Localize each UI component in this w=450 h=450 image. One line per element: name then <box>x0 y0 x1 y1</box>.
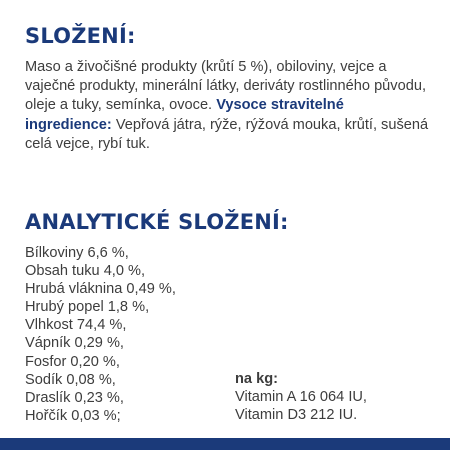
composition-section <box>25 22 430 154</box>
vitamin-item: Vitamin A 16 064 IU, <box>235 389 367 406</box>
analysis-heading: ANALYTICKÉ SLOŽENÍ: <box>25 210 289 234</box>
nutrient-item: Fosfor 0,20 %, <box>25 353 120 370</box>
nutrient-item: Sodík 0,08 %, <box>25 371 116 388</box>
composition-paragraph <box>25 58 430 154</box>
nutrient-item: Hrubá vláknina 0,49 %, <box>25 281 176 298</box>
nutrient-item: Hořčík 0,03 %; <box>25 407 121 424</box>
per-kg-block <box>235 370 367 424</box>
nutrient-list <box>25 244 176 425</box>
analysis-body <box>25 244 430 424</box>
composition-text: Maso a živočišné produkty (krůtí 5 %), obiloviny, vejce a vaječné produkty, minerální látky, deriváty rostlinného původu, oleje a tuky, semínka, ovoce. <box>25 59 426 114</box>
nutrient-item: Hrubý popel 1,8 %, <box>25 299 150 316</box>
composition-heading: SLOŽENÍ: <box>25 24 136 48</box>
per-kg-label: na kg: <box>235 371 278 387</box>
highlight-text: Vepřová játra, rýže, rýžová mouka, krůtí, sušená celá vejce, rybí tuk. <box>25 116 429 152</box>
nutrient-item: Obsah tuku 4,0 %, <box>25 263 146 280</box>
vitamin-item: Vitamin D3 212 IU. <box>235 407 358 424</box>
nutrient-item: Bílkoviny 6,6 %, <box>25 245 129 261</box>
nutrient-item: Vlhkost 74,4 %, <box>25 317 127 334</box>
analysis-section <box>25 208 430 424</box>
footer-band <box>0 438 450 450</box>
nutrient-item: Vápník 0,29 %, <box>25 335 124 352</box>
highlight-label: Vysoce stravitelné ingredience: <box>25 97 344 133</box>
nutrient-item: Draslík 0,23 %, <box>25 389 124 406</box>
